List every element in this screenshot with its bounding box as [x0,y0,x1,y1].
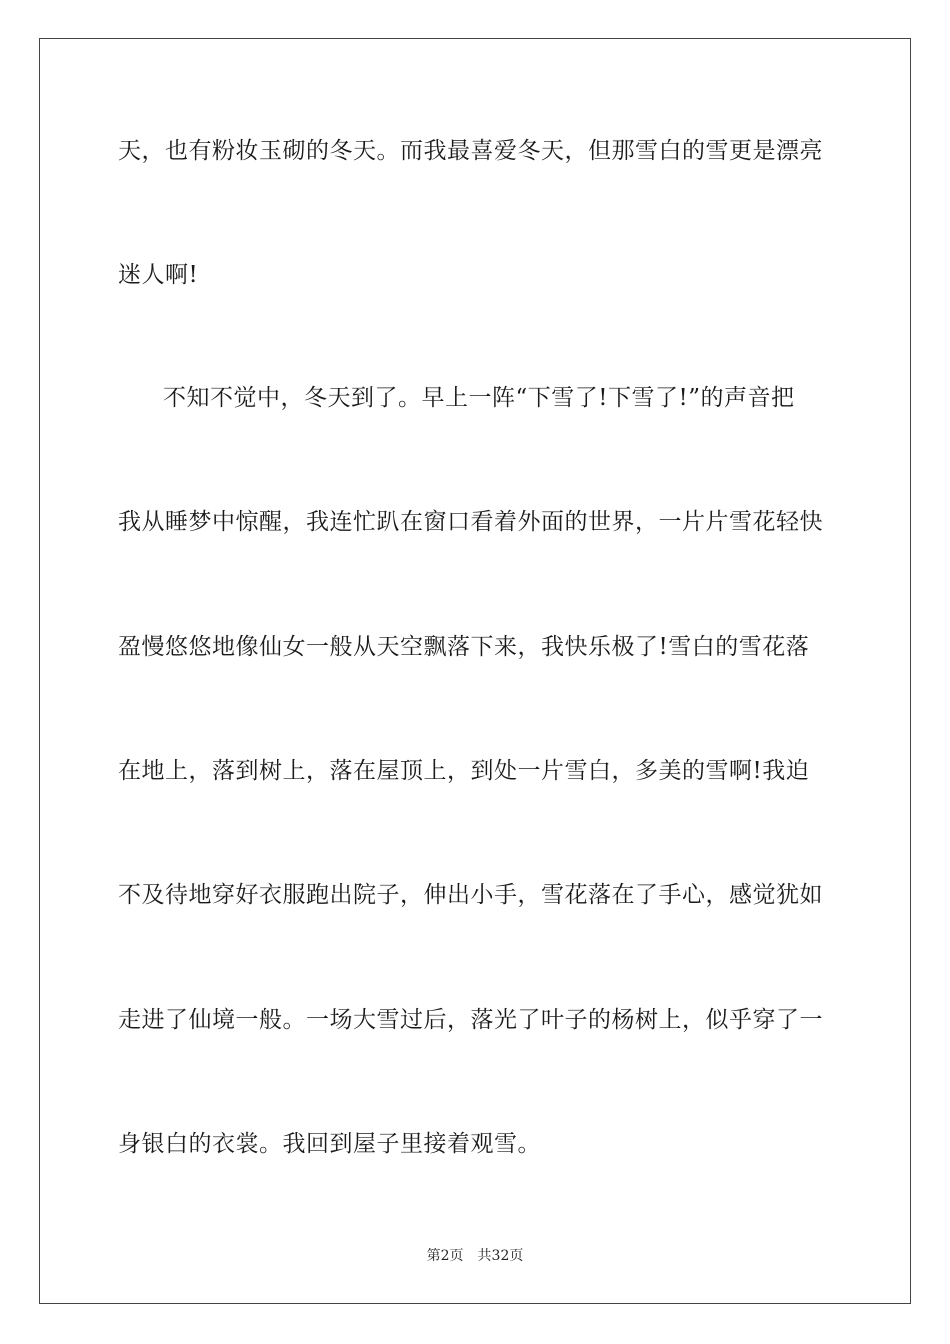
text-line-7: 不及待地穿好衣服跑出院子，伸出小手，雪花落在了手心，感觉犹如 [118,882,823,908]
text-line-3: 不知不觉中，冬天到了。早上一阵“下雪了!下雪了!”的声音把 [163,385,795,411]
page-total: 共32页 [477,1248,524,1264]
text-line-8: 走进了仙境一般。一场大雪过后，落光了叶子的杨树上，似乎穿了一 [118,1007,823,1033]
page-number: 第2页 [426,1248,464,1264]
text-line-5: 盈慢悠悠地像仙女一般从天空飘落下来，我快乐极了!雪白的雪花落 [118,634,810,660]
text-line-9: 身银白的衣裳。我回到屋子里接着观雪。 [118,1131,541,1157]
text-line-1: 天，也有粉妆玉砌的冬天。而我最喜爱冬天，但那雪白的雪更是漂亮 [118,138,823,164]
page-footer [0,1246,950,1266]
text-line-4: 我从睡梦中惊醒，我连忙趴在窗口看着外面的世界，一片片雪花轻快 [118,509,823,535]
text-line-2: 迷人啊! [118,262,199,288]
page-border [39,38,911,1304]
text-line-6: 在地上，落到树上，落在屋顶上，到处一片雪白，多美的雪啊!我迫 [118,758,810,784]
